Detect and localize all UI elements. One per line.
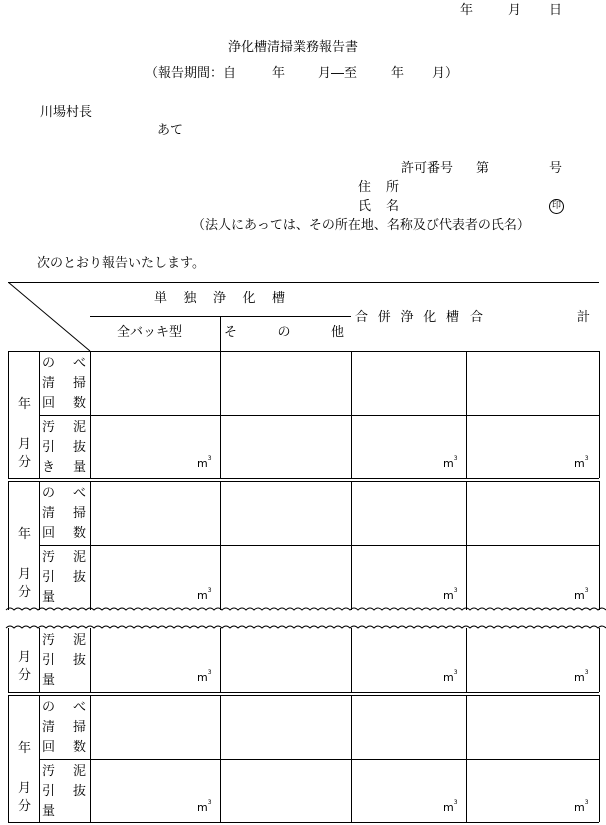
- g4-unit-combined: [443, 799, 458, 814]
- g3-sludge-line2: [42, 654, 86, 667]
- document-title: 浄化槽清掃業務報告書: [228, 40, 359, 55]
- g3-unit-total-sup: 3: [584, 669, 589, 676]
- period-year2: 年: [391, 66, 405, 81]
- g2-unit-full-batch-sup: 3: [207, 587, 212, 594]
- g4-top-line: [8, 695, 599, 696]
- g2-cleanings-line1: [42, 487, 86, 500]
- g2-vline-1: [8, 481, 9, 610]
- g3-unit-total-base: m: [574, 671, 585, 684]
- g2-cleanings-line3-char1: 回: [42, 526, 56, 541]
- g4-cleanings-line3-char1: 回: [42, 740, 56, 755]
- g3-vline-7: [599, 628, 600, 692]
- name-label-2: 名: [386, 199, 400, 214]
- g1-unit-combined-base: m: [443, 457, 454, 470]
- address-label-1: 住: [358, 180, 372, 195]
- period-open: （報告期間：自: [145, 66, 237, 81]
- g3-vline-2: [39, 628, 40, 692]
- g1-bottom-line: [8, 478, 599, 479]
- addressee-suffix: あて: [157, 123, 184, 138]
- period-year1: 年: [272, 66, 286, 81]
- permit-prefix: 第: [476, 161, 490, 176]
- g1-sludge-line1-char1: 汚: [42, 420, 56, 435]
- g1-vline-7: [599, 351, 600, 478]
- header-combined-c5: 槽: [445, 310, 459, 325]
- g4-vline-1: [8, 695, 9, 822]
- g2-split-line: [39, 545, 599, 546]
- g2-year-label: 年: [18, 527, 32, 542]
- header-other-c2: の: [277, 325, 291, 340]
- g4-sludge-line2: [42, 785, 86, 798]
- g3-sludge-line3-char1: 量: [42, 673, 56, 688]
- g4-cleanings-line3-char2: 数: [72, 740, 86, 755]
- g4-cleanings-line2-char2: 掃: [72, 720, 86, 735]
- g1-unit-total-sup: 3: [584, 455, 589, 462]
- g1-sludge-line2-char1: 引: [42, 440, 56, 455]
- g4-month-label: 月: [18, 781, 32, 796]
- date-year-label: 年: [460, 3, 474, 18]
- g3-sludge-line1-char1: 汚: [42, 633, 56, 648]
- g4-unit-full-batch-base: m: [197, 801, 208, 814]
- header-other-c1: そ: [224, 325, 238, 340]
- g4-unit-full-batch-sup: 3: [207, 799, 212, 806]
- g4-cleanings-line2: [42, 721, 86, 734]
- permit-suffix: 号: [549, 161, 563, 176]
- g1-unit-total-base: m: [574, 457, 585, 470]
- header-single-tank: [154, 292, 285, 305]
- g1-split-line: [39, 415, 599, 416]
- g3-unit-combined: [443, 669, 458, 684]
- g1-unit-combined-sup: 3: [453, 455, 458, 462]
- header-single-c5: 槽: [271, 291, 285, 306]
- g4-unit-combined-sup: 3: [453, 799, 458, 806]
- g1-cleanings-line2-char2: 掃: [72, 376, 86, 391]
- g1-cleanings-line2: [42, 377, 86, 390]
- g3-unit-full-batch: [197, 669, 212, 684]
- address-label-2: 所: [386, 180, 400, 195]
- header-other-c3: 他: [330, 325, 344, 340]
- g4-unit-full-batch: [197, 799, 212, 814]
- header-diagonal: [8, 282, 91, 352]
- g4-cleanings-line3: [42, 741, 86, 754]
- g1-unit-total: [574, 455, 589, 470]
- header-single-c3: 浄: [212, 291, 226, 306]
- g2-cleanings-line3-char2: 数: [72, 526, 86, 541]
- g4-sludge-line3: [42, 805, 86, 818]
- g4-unit-total-sup: 3: [584, 799, 589, 806]
- header-total-c2: 計: [576, 310, 590, 325]
- g2-cleanings-line1-char1: の: [42, 486, 56, 501]
- header-bottom-line: [8, 351, 599, 352]
- g1-year-label: 年: [18, 397, 32, 412]
- g1-sludge-line3-char2: 量: [72, 460, 86, 475]
- period-month1: 月―至: [318, 66, 358, 81]
- g1-cleanings-line1: [42, 357, 86, 370]
- g1-vline-1: [8, 351, 9, 478]
- g4-sludge-line2-char1: 引: [42, 784, 56, 799]
- g1-sludge-line2: [42, 441, 86, 454]
- g2-sludge-line2-char1: 引: [42, 570, 56, 585]
- g3-sludge-line2-char1: 引: [42, 653, 56, 668]
- g2-sludge-line1: [42, 551, 86, 564]
- g4-cleanings-line1-char2: べ: [72, 700, 86, 715]
- g3-vline-1: [8, 628, 9, 692]
- period-month2: 月）: [432, 66, 459, 81]
- header-full-batch: 全バッキ型: [117, 325, 183, 340]
- g2-unit-total-base: m: [574, 589, 585, 602]
- header-single-c2: 独: [183, 291, 197, 306]
- g2-sludge-line2-char2: 抜: [72, 570, 86, 585]
- header-combined-c3: 浄: [400, 310, 414, 325]
- g1-unit-full-batch: [197, 455, 212, 470]
- g1-cleanings-line2-char1: 清: [42, 376, 56, 391]
- g1-month-label: 月: [18, 437, 32, 452]
- header-combined-c1: 合: [355, 310, 369, 325]
- g2-sludge-line1-char2: 泥: [72, 550, 86, 565]
- seal-mark: 印: [549, 199, 564, 214]
- g2-month-label: 月: [18, 567, 32, 582]
- g3-unit-total: [574, 669, 589, 684]
- g3-vline-3: [90, 628, 91, 692]
- g4-sludge-line1-char2: 泥: [72, 764, 86, 779]
- g2-cleanings-line1-char2: べ: [72, 486, 86, 501]
- g1-sludge-line1: [42, 421, 86, 434]
- g1-unit-full-batch-base: m: [197, 457, 208, 470]
- g3-sludge-line3: [42, 674, 86, 687]
- g1-cleanings-line1-char2: べ: [72, 356, 86, 371]
- g2-cleanings-line2-char2: 掃: [72, 506, 86, 521]
- g3-unit-full-batch-base: m: [197, 671, 208, 684]
- g3-sludge-line1-char2: 泥: [72, 633, 86, 648]
- permit-label: 許可番号: [401, 161, 454, 176]
- g2-unit-total-sup: 3: [584, 587, 589, 594]
- corporate-note: （法人にあっては、その所在地、名称及び代表者の氏名）: [192, 218, 530, 233]
- g3-month-label: 月: [18, 650, 32, 665]
- table-top-border: [8, 282, 599, 283]
- g2-sludge-line1-char1: 汚: [42, 550, 56, 565]
- g4-bottom-line: [8, 822, 599, 823]
- g4-year-label: 年: [18, 741, 32, 756]
- g1-sludge-line3: [42, 461, 86, 474]
- g2-unit-full-batch-base: m: [197, 589, 208, 602]
- header-single-c1: 単: [154, 291, 168, 306]
- g1-cleanings-line3-char2: 数: [72, 396, 86, 411]
- header-single-c4: 化: [242, 291, 256, 306]
- g1-sludge-line1-char2: 泥: [72, 420, 86, 435]
- g4-cleanings-line1: [42, 701, 86, 714]
- g3-sludge-line2-char2: 抜: [72, 653, 86, 668]
- g4-fen-label: 分: [18, 799, 32, 814]
- g1-unit-full-batch-sup: 3: [207, 455, 212, 462]
- addressee-name: 川場村長: [40, 105, 93, 120]
- g4-sludge-line1: [42, 765, 86, 778]
- g2-unit-combined-sup: 3: [453, 587, 458, 594]
- g4-unit-combined-base: m: [443, 801, 454, 814]
- g2-cleanings-line3: [42, 527, 86, 540]
- g2-cleanings-line2: [42, 507, 86, 520]
- header-combined-c2: 併: [377, 310, 391, 325]
- date-month-label: 月: [508, 3, 522, 18]
- g3-unit-combined-sup: 3: [453, 669, 458, 676]
- header-combined-c4: 化: [423, 310, 437, 325]
- cut-marks: [0, 600, 606, 636]
- g2-fen-label: 分: [18, 585, 32, 600]
- header-total: [470, 311, 590, 324]
- g4-cleanings-line2-char1: 清: [42, 720, 56, 735]
- g4-split-line: [39, 759, 599, 760]
- g1-sludge-line2-char2: 抜: [72, 440, 86, 455]
- g4-vline-7: [599, 695, 600, 822]
- g4-sludge-line2-char2: 抜: [72, 784, 86, 799]
- g4-unit-total: [574, 799, 589, 814]
- g3-vline-5: [351, 628, 352, 692]
- g2-unit-combined-base: m: [443, 589, 454, 602]
- g4-sludge-line1-char1: 汚: [42, 764, 56, 779]
- g2-top-line: [8, 481, 599, 482]
- g3-unit-combined-base: m: [443, 671, 454, 684]
- g4-unit-total-base: m: [574, 801, 585, 814]
- name-label-1: 氏: [358, 199, 372, 214]
- g1-cleanings-line3: [42, 397, 86, 410]
- intro-text: 次のとおり報告いたします。: [37, 256, 205, 271]
- header-combined-tank: [355, 311, 459, 324]
- g3-vline-4: [220, 628, 221, 692]
- g3-vline-6: [466, 628, 467, 692]
- g1-fen-label: 分: [18, 455, 32, 470]
- g4-cleanings-line1-char1: の: [42, 700, 56, 715]
- g4-sludge-line3-char1: 量: [42, 804, 56, 819]
- g3-bottom-line: [8, 692, 599, 693]
- header-other: [224, 326, 344, 339]
- g1-cleanings-line1-char1: の: [42, 356, 56, 371]
- g2-cleanings-line2-char1: 清: [42, 506, 56, 521]
- header-total-c1: 合: [470, 310, 484, 325]
- g1-sludge-line3-char1: き: [42, 460, 56, 475]
- g1-unit-combined: [443, 455, 458, 470]
- g3-unit-full-batch-sup: 3: [207, 669, 212, 676]
- date-day-label: 日: [549, 3, 563, 18]
- g3-fen-label: 分: [18, 668, 32, 683]
- header-sub-divider: [220, 316, 221, 351]
- g1-cleanings-line3-char1: 回: [42, 396, 56, 411]
- g2-vline-7: [599, 481, 600, 610]
- g2-sludge-line2: [42, 571, 86, 584]
- g2-sludge-line3-char1: 量: [42, 590, 56, 605]
